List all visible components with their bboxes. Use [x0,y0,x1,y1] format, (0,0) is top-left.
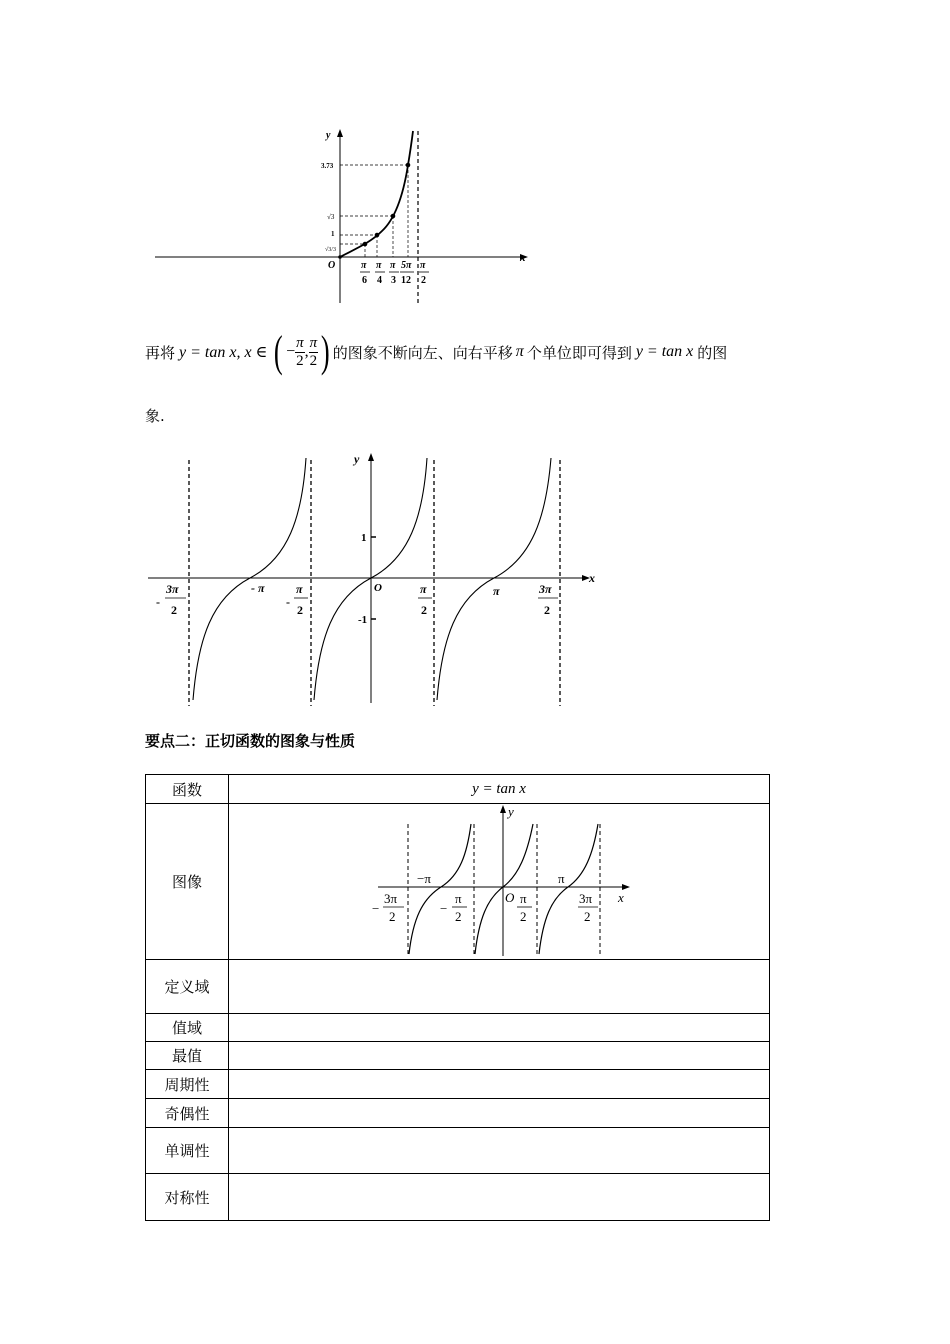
tan-first-quadrant-graph [150,125,540,305]
x-tick-5pi-12 [400,260,414,286]
row-label-parity: 奇偶性 [146,1099,229,1128]
svg-text:π: π [361,260,367,271]
text-tail: 的图 [697,343,728,362]
label-neg-pi-2 [440,891,467,924]
svg-text:−: − [440,901,448,916]
origin-label: O [374,582,382,594]
svg-text:3: 3 [391,275,396,286]
label-neg-3pi-2 [372,891,404,924]
text-mid: 的图象不断向左、向右平移 [332,343,513,362]
x-tick-pi-3 [389,260,399,286]
y-tick-label-neg1: -1 [358,614,368,626]
header-value: y = tan x [229,775,770,804]
label-3pi-2 [578,891,598,924]
guide-lines [340,165,408,257]
y-tick-1: 1 [331,230,335,238]
row-label-domain: 定义域 [146,960,229,1014]
row-label-range: 值域 [146,1014,229,1042]
tan-branch-left [409,824,471,954]
comma: , [304,343,309,360]
svg-text:π: π [520,891,527,906]
svg-text:-: - [286,595,290,609]
row-value-period [229,1070,770,1099]
point-origin [338,255,342,259]
svg-text:5π: 5π [401,260,412,271]
label-neg-pi-2 [286,582,308,617]
label-pi: π [493,584,500,598]
row-value-graph [229,804,770,960]
point-pi-3 [391,214,396,219]
x-axis-label: x [589,571,595,585]
svg-text:6: 6 [362,275,367,286]
table-row [146,1042,770,1070]
header-label: 函数 [146,775,229,804]
table-row [146,804,770,960]
origin-label: O [505,890,515,905]
label-pi-2 [418,582,432,617]
x-axis-label: x [618,890,624,905]
shift-description-paragraph [145,326,727,378]
svg-text:4: 4 [377,275,382,286]
x-tick-pi-2 [419,260,429,286]
table-row [146,960,770,1014]
point-5pi-12 [406,163,411,168]
tan-branch-right [539,824,598,954]
table-row [146,1070,770,1099]
svg-text:π: π [376,260,382,271]
fraction-pi-over-2-right: $\frac{\pi}{2}$ [309,334,318,369]
row-value-domain [229,960,770,1014]
svg-text:2: 2 [421,603,427,617]
y-tick-label-1: 1 [361,532,367,544]
table-row [146,1014,770,1042]
row-label-monotonicity: 单调性 [146,1128,229,1174]
table-tan-graph [374,804,644,958]
svg-text:2: 2 [171,603,177,617]
row-label-extrema: 最值 [146,1042,229,1070]
svg-text:2: 2 [421,275,426,286]
section-heading: 要点二：正切函数的图象与性质 [145,732,356,750]
y-axis-arrow-icon [500,805,506,813]
x-tick-pi-4 [375,260,385,286]
text-pre: 再将 [145,343,176,362]
row-value-parity [229,1099,770,1128]
table-row [146,1174,770,1221]
label-neg-pi: - π [251,581,265,595]
row-label-symmetry: 对称性 [146,1174,229,1221]
row-label-graph: 图像 [146,804,229,960]
x-axis-label: x [520,252,526,264]
svg-text:π: π [296,582,303,596]
tan-branch-right [437,458,551,700]
row-value-symmetry [229,1174,770,1221]
point-pi-4 [375,233,380,238]
svg-text:12: 12 [401,275,411,286]
svg-text:2: 2 [520,909,527,924]
y-axis-arrow-icon [337,129,343,137]
svg-text:2: 2 [297,603,303,617]
row-label-period: 周期性 [146,1070,229,1099]
label-3pi-2 [538,582,558,617]
function-expression: y = tan x, x ∈ [179,344,268,361]
tan-curve [340,131,413,257]
svg-text:π: π [455,891,462,906]
svg-text:3π: 3π [166,582,179,596]
fraction-pi-over-2-left: $\frac{\pi}{2}$ [296,334,304,369]
point-pi-6 [363,242,368,247]
tan-branch-left [193,458,306,700]
row-value-range [229,1014,770,1042]
svg-text:3π: 3π [579,891,593,906]
paragraph-line-2: 象. [145,407,165,425]
right-paren-icon: ) [321,327,330,376]
label-pi: π [558,871,565,886]
y-axis-label: y [326,130,331,141]
y-axis-arrow-icon [368,453,374,461]
label-neg-3pi-2 [156,582,186,617]
tan-full-graph [140,448,610,710]
svg-text:π: π [420,582,427,596]
svg-text:π: π [390,260,396,271]
row-value-extrema [229,1042,770,1070]
label-neg-pi: −π [417,871,431,886]
y-tick-sqrt3: √3 [327,213,335,221]
table-row [146,1099,770,1128]
svg-text:-: - [156,595,160,609]
svg-text:2: 2 [389,909,396,924]
minus-sign: − [286,343,296,360]
shift-amount: π [515,343,524,360]
svg-text:π: π [420,260,426,271]
left-paren-icon: ( [274,327,284,376]
text-post: 个单位即可得到 [526,343,632,362]
tan-properties-table [145,774,770,1221]
svg-text:2: 2 [544,603,550,617]
svg-text:2: 2 [584,909,591,924]
table-row [146,1128,770,1174]
svg-text:3π: 3π [384,891,398,906]
svg-text:3π: 3π [539,582,552,596]
svg-text:−: − [372,901,380,916]
svg-text:2: 2 [455,909,462,924]
tan-branch-center [475,824,533,954]
label-pi-2 [517,891,532,924]
y-axis-label: y [354,452,360,466]
table-row [146,775,770,804]
y-axis-label: y [508,804,514,819]
x-tick-pi-6 [360,260,370,286]
function-expression-2: y = tan x [635,343,694,360]
origin-label: O [328,260,336,271]
y-tick-sqrt3-over-3: √3/3 [325,247,336,253]
y-tick-3-73: 3.73 [321,162,334,170]
row-value-monotonicity [229,1128,770,1174]
